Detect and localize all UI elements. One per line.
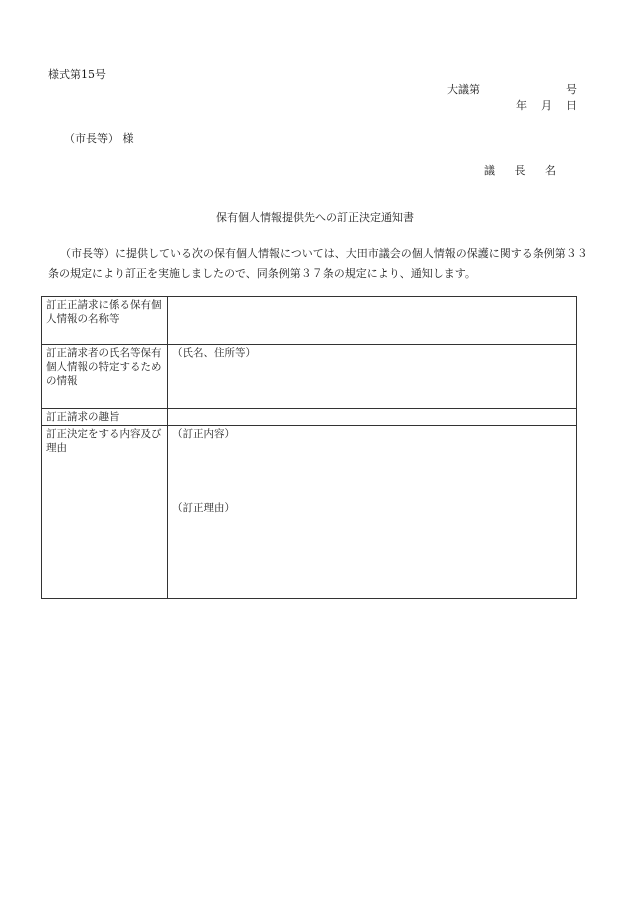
notification-table (41, 296, 577, 599)
addressee: （市長等） 様 (64, 132, 134, 145)
sender: 議 長 名 (484, 164, 564, 177)
reference-suffix: 号 (566, 83, 577, 96)
body-paragraph-text: （市長等）に提供している次の保有個人情報については、大田市議会の個人情報の保護に関する条例第３３条の規定により訂正を実施しましたので、同条例第３７条の規定により、通知します。 (48, 247, 588, 280)
row-value (168, 409, 577, 426)
content-note: （訂正内容） (172, 428, 235, 440)
table-row (42, 409, 577, 426)
table-row (42, 297, 577, 345)
row-value: （氏名、住所等） (168, 345, 577, 409)
date-month: 月 (541, 99, 552, 112)
row-label: 訂正請求者の氏名等保有個人情報の特定するための情報 (42, 345, 168, 409)
row-value (168, 297, 577, 345)
body-paragraph (48, 244, 588, 284)
date-line (502, 97, 577, 113)
reference-prefix: 大議第 (447, 83, 480, 96)
row-label: 訂正請求の趣旨 (42, 409, 168, 426)
date-year: 年 (516, 99, 527, 112)
table-row (42, 426, 577, 599)
row-label: 訂正決定をする内容及び理由 (42, 426, 168, 599)
form-number: 様式第15号 (48, 68, 106, 81)
table-row (42, 345, 577, 409)
row-value (168, 426, 577, 599)
row-label: 訂正正請求に係る保有個人情報の名称等 (42, 297, 168, 345)
date-day: 日 (566, 99, 577, 112)
reason-note: （訂正理由） (172, 502, 235, 514)
document-title: 保有個人情報提供先への訂正決定通知書 (216, 211, 414, 224)
reference-number (447, 81, 577, 97)
